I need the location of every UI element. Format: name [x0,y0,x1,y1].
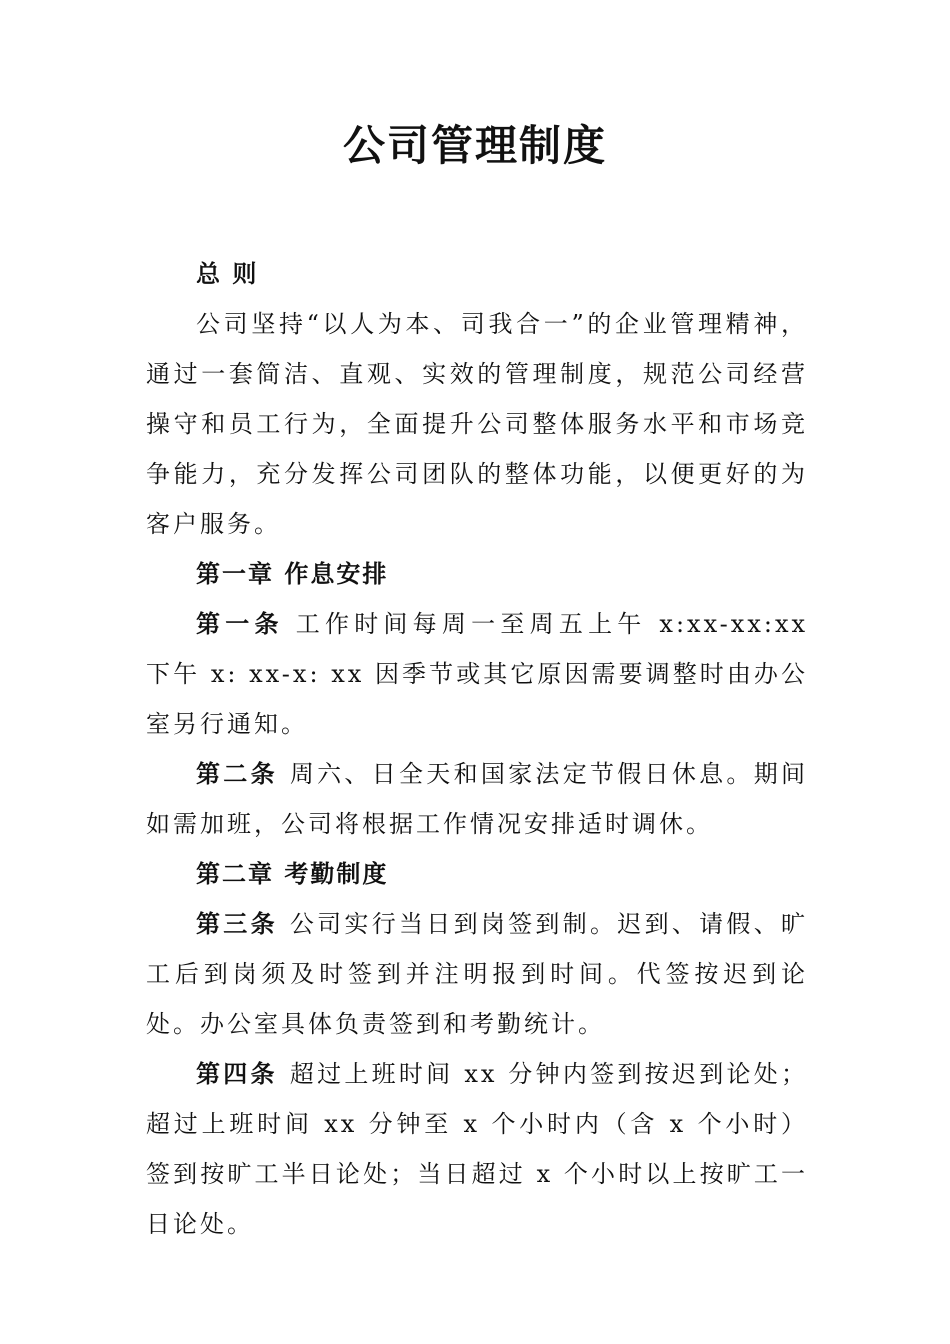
article-3-label: 第三条 [196,910,278,938]
general-heading: 总 则 [196,260,259,288]
document-body [146,249,808,1249]
article-2-text: 周六、日全天和国家法定节假日休息。期间如需加班，公司将根据工作情况安排适时调休。 [146,760,809,838]
article-4-label: 第四条 [196,1060,278,1088]
article-1-label: 第一条 [196,610,284,638]
article-1-text: 工作时间每周一至周五上午 x:xx-xx:xx 下午 x: xx-x: xx 因季节或其它原因需要调整时由办公室另行通知。 [146,610,809,738]
document-title: 公司管理制度 [342,121,607,170]
article-3 [146,899,808,1049]
article-4-text: 超过上班时间 xx 分钟内签到按迟到论处；超过上班时间 xx 分钟至 x 个小时内（含 x 个小时）签到按旷工半日论处；当日超过 x 个小时以上按旷工一日论处。 [146,1060,809,1238]
chapter-2-heading: 第二章 考勤制度 [196,860,389,888]
article-4 [146,1049,808,1249]
article-3-text: 公司实行当日到岗签到制。迟到、请假、旷工后到岗须及时签到并注明报到时间。代签按迟到论处。办公室具体负责签到和考勤统计。 [146,910,809,1038]
article-2-label: 第二条 [196,760,278,788]
general-paragraph: 公司坚持“以人为本、司我合一”的企业管理精神，通过一套简洁、直观、实效的管理制度，规范公司经营操守和员工行为，全面提升公司整体服务水平和市场竞争能力，充分发挥公司团队的整体功能，以便更好的为客户服务。 [146,310,808,538]
chapter-1-heading: 第一章 作息安排 [196,560,389,588]
article-1 [146,599,808,749]
article-2 [146,749,808,849]
